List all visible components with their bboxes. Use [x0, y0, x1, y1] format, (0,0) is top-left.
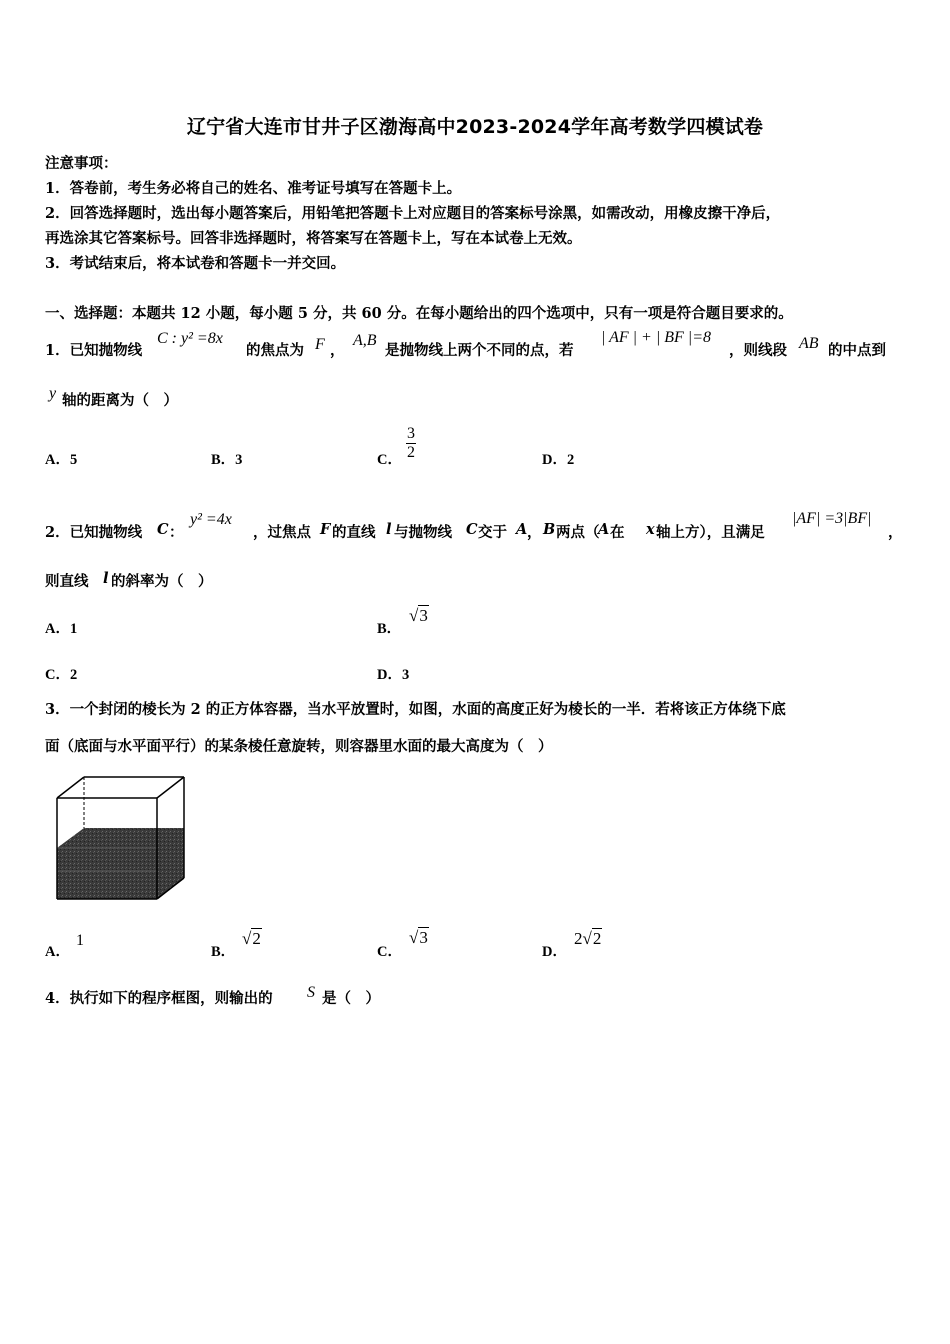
q2-text-8: 在: [610, 524, 625, 541]
q2-var-x: x: [646, 521, 655, 538]
notice-line-2a: 2．回答选择题时，选出每小题答案后，用铅笔把答题卡上对应题目的答案标号涂黑，如需改动，用橡皮擦干净后，: [45, 205, 781, 222]
q4-text-1: 4．执行如下的程序框图，则输出的: [45, 990, 273, 1007]
notice-line-2b: 再选涂其它答案标号。回答非选择题时，将答案写在答题卡上，写在本试卷上无效。: [45, 230, 582, 247]
q3-option-a[interactable]: A．: [45, 944, 70, 960]
q2-line2-l: l: [103, 570, 109, 587]
q4-text-2: 是（ ）: [322, 990, 380, 1007]
q1-option-a[interactable]: A．5: [45, 452, 78, 468]
q2-text-10: ，: [888, 524, 903, 541]
section-heading: 一、选择题：本题共 12 小题，每小题 5 分，共 60 分。在每小题给出的四个选项中，只有一项是符合题目要求的。: [45, 305, 793, 322]
radicand: 2: [252, 929, 261, 948]
q2-text-7: 两点（: [556, 524, 600, 541]
q2-math-condition: |AF| =3|BF|: [792, 510, 872, 527]
cube-container-figure: [54, 775, 187, 903]
q3-option-d[interactable]: D．: [542, 944, 567, 960]
q1-option-d[interactable]: D．2: [542, 452, 575, 468]
q3-option-c[interactable]: C．: [377, 944, 402, 960]
q2-var-l: l: [386, 521, 392, 538]
q1-option-c[interactable]: C．: [377, 452, 402, 468]
q2-math-parabola: y² =4x: [190, 511, 232, 528]
q2-text-3: 的直线: [332, 524, 376, 541]
q2-var-a: A: [516, 521, 528, 538]
q1-text-3: ，: [330, 342, 345, 359]
page-title: 辽宁省大连市甘井子区渤海高中2023-2024学年高考数学四模试卷: [186, 116, 764, 138]
q3-option-d-sqrt: 2√2: [574, 929, 602, 948]
q3-line-1: 3．一个封闭的棱长为 2 的正方体容器，当水平放置时，如图，水面的高度正好为棱长的一半．若将该正方体绕下底: [45, 701, 786, 718]
q1-option-b[interactable]: B．3: [211, 452, 243, 468]
q1-math-y: y: [49, 385, 57, 402]
q1-math-condition: | AF | + | BF |=8: [601, 329, 711, 346]
q2-line2-a: 则直线: [45, 573, 89, 590]
radicand: 3: [419, 606, 428, 625]
q1-text-6: 的中点到: [828, 342, 886, 359]
q2-option-d[interactable]: D．3: [377, 667, 410, 683]
q1-option-c-fraction: [406, 425, 416, 462]
notice-line-3: 3．考试结束后，将本试卷和答题卡一并交回。: [45, 255, 346, 272]
q2-line2-b: 的斜率为（ ）: [111, 573, 213, 590]
q2-option-b[interactable]: B．: [377, 621, 402, 637]
coefficient: 2: [574, 929, 583, 948]
q1-text-2: 的焦点为: [246, 342, 304, 359]
q3-option-a-math: 1: [76, 932, 84, 949]
q3-option-c-sqrt: √3: [409, 928, 428, 947]
q2-text-5: 交于: [478, 524, 507, 541]
q3-option-b-sqrt: √2: [242, 929, 261, 948]
q2-var-b: B: [543, 521, 556, 538]
q1-text-5: ，则线段: [729, 342, 787, 359]
q3-line-2: 面（底面与水平面平行）的某条棱任意旋转，则容器里水面的最大高度为（ ）: [45, 738, 553, 755]
q1-math-parabola: C : y² =8x: [157, 330, 223, 347]
q2-var-f: F: [320, 521, 331, 538]
fraction-denominator: 2: [407, 444, 415, 461]
fraction-numerator: 3: [407, 425, 415, 442]
q1-math-segment: AB: [799, 335, 819, 352]
q1-math-ab: A,B: [353, 332, 377, 349]
q2-var-a2: A: [598, 521, 610, 538]
notice-line-1: 1．答卷前，考生务必将自己的姓名、准考证号填写在答题卡上。: [45, 180, 462, 197]
radicand: 2: [592, 929, 602, 948]
q2-text-6: ，: [527, 524, 542, 541]
q2-text-1: 2．已知抛物线: [45, 524, 143, 541]
q2-option-c[interactable]: C．2: [45, 667, 78, 683]
q2-option-b-sqrt: √3: [409, 606, 428, 625]
q1-text-7: 轴的距离为（ ）: [62, 392, 178, 409]
q3-option-b[interactable]: B．: [211, 944, 236, 960]
q1-text-1: 1．已知抛物线: [45, 342, 143, 359]
q2-option-a[interactable]: A．1: [45, 621, 78, 637]
q4-math-s: S: [307, 984, 315, 1001]
q2-var-c2: C: [466, 521, 478, 538]
q2-var-c: C: [157, 521, 169, 538]
q2-text-1b: ：: [169, 524, 184, 541]
q2-text-9: 轴上方），且满足: [656, 524, 765, 541]
notice-heading: 注意事项：: [45, 155, 118, 172]
radicand: 3: [419, 928, 428, 947]
q1-text-4: 是抛物线上两个不同的点，若: [385, 342, 574, 359]
q2-text-2: ，过焦点: [253, 524, 311, 541]
q1-math-f: F: [315, 336, 325, 353]
q2-text-4: 与抛物线: [394, 524, 452, 541]
